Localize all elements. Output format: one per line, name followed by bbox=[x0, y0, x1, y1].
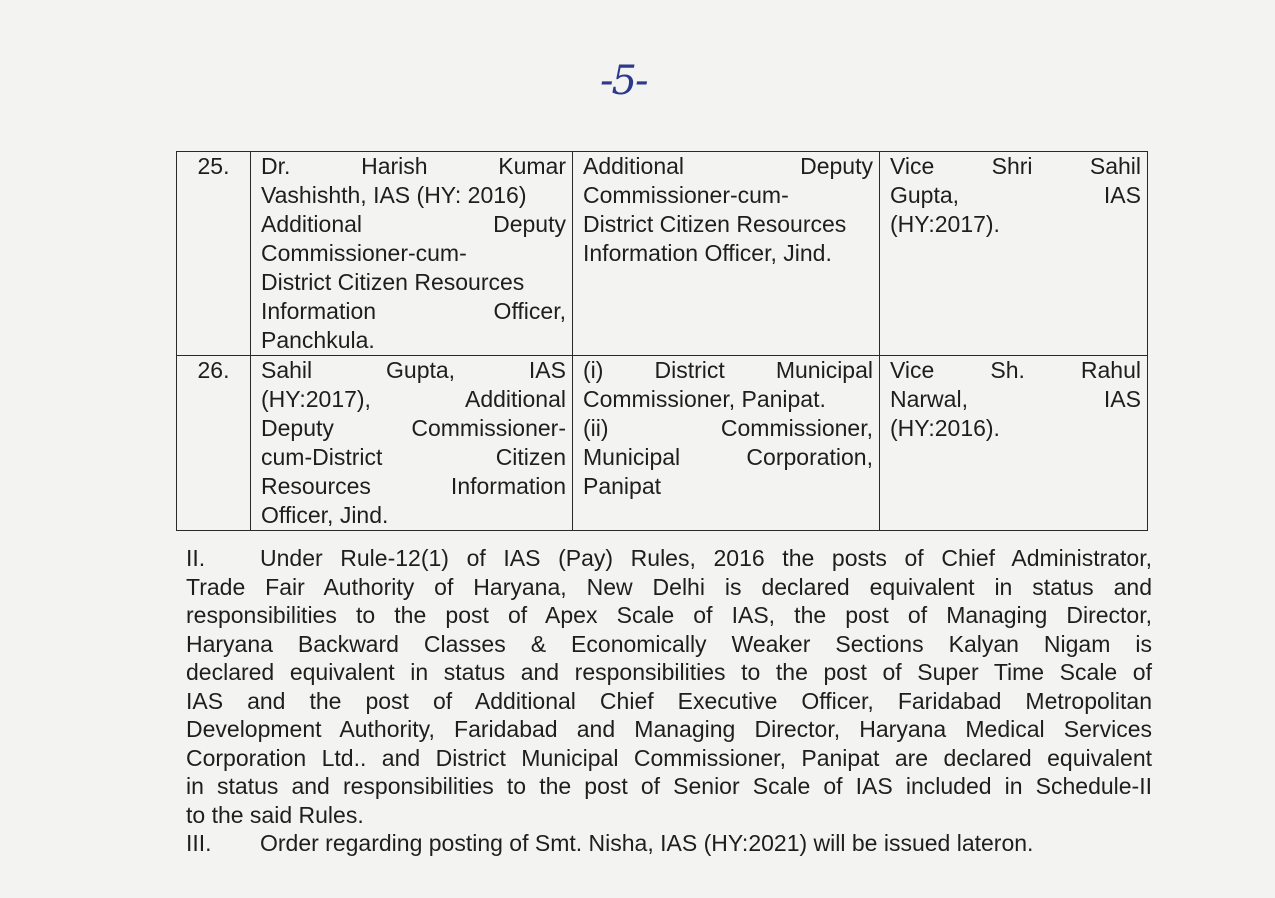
notes-section bbox=[186, 544, 1152, 858]
officer-line: Resources Information bbox=[261, 473, 566, 499]
posted-as-line: Panipat bbox=[583, 473, 662, 499]
serial-number: 25. bbox=[177, 152, 251, 356]
posted-as-line: Commissioner-cum- bbox=[583, 182, 789, 208]
posting-table bbox=[176, 151, 1148, 531]
note-ii bbox=[186, 544, 1152, 829]
posted-as-line: Municipal Corporation, bbox=[583, 444, 873, 470]
vice-cell bbox=[880, 152, 1148, 356]
officer-cell bbox=[251, 152, 573, 356]
posted-as-line: (ii) Commissioner, bbox=[583, 415, 873, 441]
note-line: to the said Rules. bbox=[186, 801, 364, 828]
note-line: Corporation Ltd.. and District Municipal Commissioner, Panipat are declared equivalent bbox=[186, 744, 1152, 771]
note-line: Development Authority, Faridabad and Managing Director, Haryana Medical Services bbox=[186, 716, 1152, 742]
officer-cell bbox=[251, 356, 573, 531]
officer-line: Additional Deputy bbox=[261, 211, 566, 237]
vice-line: Vice Shri Sahil bbox=[890, 153, 1141, 179]
posted-as-line: Information Officer, Jind. bbox=[583, 240, 832, 266]
officer-line: Officer, Jind. bbox=[261, 502, 389, 528]
note-text: Order regarding posting of Smt. Nisha, IAS (HY:2021) will be issued lateron. bbox=[260, 830, 1034, 856]
officer-line: Panchkula. bbox=[261, 327, 375, 353]
posted-as-line: (i) District Municipal bbox=[583, 357, 873, 383]
note-line: responsibilities to the post of Apex Scale of IAS, the post of Managing Director, bbox=[186, 602, 1152, 628]
note-line: Haryana Backward Classes & Economically Weaker Sections Kalyan Nigam is bbox=[186, 630, 1152, 657]
note-text: Under Rule-12(1) of IAS (Pay) Rules, 2016 the posts of Chief Administrator, bbox=[260, 545, 1152, 571]
posted-as-line: District Citizen Resources bbox=[583, 211, 847, 237]
note-line: declared equivalent in status and responsibilities to the post of Super Time Scale of bbox=[186, 659, 1152, 685]
table-row bbox=[177, 152, 1148, 356]
note-line: in status and responsibilities to the post of Senior Scale of IAS included in Schedule-II bbox=[186, 773, 1152, 799]
posted-as-cell bbox=[573, 152, 880, 356]
posted-as-line: Additional Deputy bbox=[583, 153, 873, 179]
note-iii bbox=[186, 829, 1152, 858]
vice-line: Gupta, IAS bbox=[890, 182, 1141, 208]
officer-line: Information Officer, bbox=[261, 298, 566, 324]
officer-line: District Citizen Resources bbox=[261, 269, 525, 295]
serial-number: 26. bbox=[177, 356, 251, 531]
vice-line: (HY:2016). bbox=[890, 415, 1000, 441]
posted-as-line: Commissioner, Panipat. bbox=[583, 386, 826, 412]
officer-line: Vashishth, IAS (HY: 2016) bbox=[261, 182, 527, 208]
posted-as-cell bbox=[573, 356, 880, 531]
officer-line: Deputy Commissioner- bbox=[261, 415, 566, 441]
vice-line: Narwal, IAS bbox=[890, 386, 1141, 412]
note-line: Trade Fair Authority of Haryana, New Delhi is declared equivalent in status and bbox=[186, 573, 1152, 600]
note-number: III. bbox=[186, 830, 212, 856]
officer-line: cum-District Citizen bbox=[261, 444, 566, 470]
vice-cell bbox=[880, 356, 1148, 531]
note-line: IAS and the post of Additional Chief Executive Officer, Faridabad Metropolitan bbox=[186, 687, 1152, 714]
vice-line: Vice Sh. Rahul bbox=[890, 357, 1141, 383]
note-number: II. bbox=[186, 545, 206, 571]
officer-line: Dr. Harish Kumar bbox=[261, 153, 566, 179]
vice-line: (HY:2017). bbox=[890, 211, 1000, 237]
note-line bbox=[186, 544, 1152, 573]
page-number: -5- bbox=[600, 58, 647, 104]
table-row bbox=[177, 356, 1148, 531]
note-line bbox=[186, 829, 1152, 858]
officer-line: Commissioner-cum- bbox=[261, 240, 467, 266]
officer-line: (HY:2017), Additional bbox=[261, 386, 566, 412]
officer-line: Sahil Gupta, IAS bbox=[261, 357, 566, 383]
